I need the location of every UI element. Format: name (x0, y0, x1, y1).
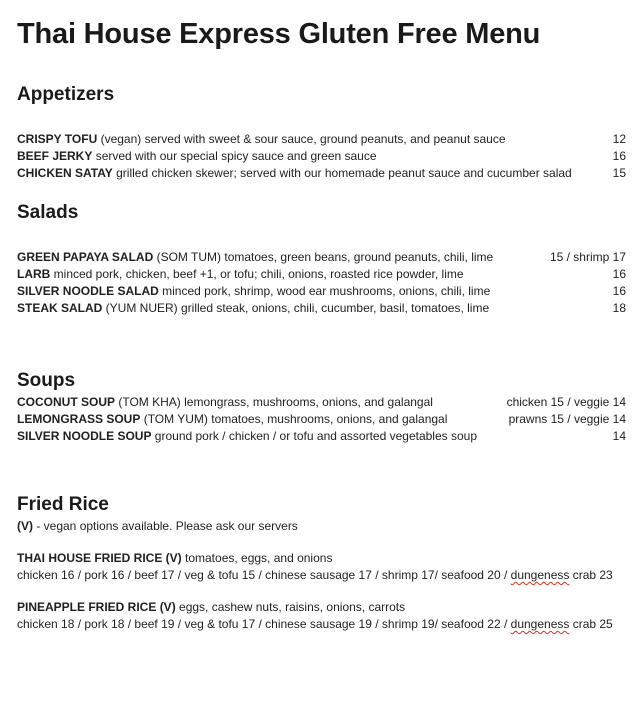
price-list-text: chicken 16 / pork 16 / beef 17 / veg & tofu 15 / chinese sausage 17 / shrimp 17/ seafood 20 / (17, 568, 511, 582)
item-price: prawns 15 / veggie 14 (508, 412, 626, 426)
item-description: (vegan) served with sweet & sour sauce, ground peanuts, and peanut sauce (97, 132, 506, 146)
section-heading-appetizers: Appetizers (17, 84, 115, 105)
item-price: 16 (612, 267, 626, 281)
item-name: LARB (17, 267, 51, 281)
item-name: CHICKEN SATAY (17, 166, 113, 180)
item-name: STEAK SALAD (17, 301, 103, 315)
item-price: 14 (612, 429, 626, 443)
item-price: 15 / shrimp 17 (549, 250, 626, 264)
menu-item-silver-noodle-soup (17, 428, 626, 445)
price-list-text-end: crab 25 (569, 617, 613, 631)
item-description: (TOM YUM) tomatoes, mushrooms, onions, and galangal (140, 412, 448, 426)
item-name: SILVER NOODLE SALAD (17, 284, 159, 298)
item-price: 16 (612, 284, 626, 298)
item-name: CRISPY TOFU (17, 132, 98, 146)
item-description: (SOM TUM) tomatoes, green beans, ground peanuts, chili, lime (153, 250, 494, 264)
item-name: PINEAPPLE FRIED RICE (V) (17, 600, 176, 614)
menu-item-larb (17, 266, 626, 283)
item-price: chicken 15 / veggie 14 (506, 395, 626, 409)
menu-item-beef-jerky (17, 148, 626, 165)
spellcheck-word: dungeness (510, 617, 570, 631)
page-title: Thai House Express Gluten Free Menu (17, 18, 541, 50)
item-description: served with our special spicy sauce and green sauce (92, 149, 377, 163)
item-description: ground pork / chicken / or tofu and assorted vegetables soup (151, 429, 478, 443)
vegan-note-text: - vegan options available. Please ask our servers (33, 519, 298, 533)
menu-item-steak-salad (17, 300, 626, 317)
item-description: tomatoes, eggs, and onions (181, 551, 333, 565)
vegan-note (17, 518, 298, 535)
item-name: GREEN PAPAYA SALAD (17, 250, 154, 264)
item-description: minced pork, shrimp, wood ear mushrooms, onions, chili, lime (158, 284, 491, 298)
item-name: SILVER NOODLE SOUP (17, 429, 152, 443)
item-name: THAI HOUSE FRIED RICE (V) (17, 551, 182, 565)
item-name: BEEF JERKY (17, 149, 93, 163)
menu-item-green-papaya-salad (17, 249, 626, 266)
item-price-list (17, 616, 613, 633)
item-price: 18 (612, 301, 626, 315)
item-description: (TOM KHA) lemongrass, mushrooms, onions, and galangal (115, 395, 433, 409)
item-price: 16 (612, 149, 626, 163)
menu-item-crispy-tofu (17, 131, 626, 148)
menu-item-pineapple-fried-rice (17, 599, 405, 616)
item-price: 12 (612, 132, 626, 146)
price-list-text-end: crab 23 (569, 568, 613, 582)
item-name: LEMONGRASS SOUP (17, 412, 141, 426)
item-description: minced pork, chicken, beef +1, or tofu; chili, onions, roasted rice powder, lime (50, 267, 464, 281)
item-description: grilled chicken skewer; served with our homemade peanut sauce and cucumber salad (112, 166, 572, 180)
section-heading-fried-rice: Fried Rice (17, 494, 109, 515)
menu-item-silver-noodle-salad (17, 283, 626, 300)
item-price: 15 (612, 166, 626, 180)
item-name: COCONUT SOUP (17, 395, 116, 409)
section-heading-salads: Salads (17, 202, 79, 223)
item-price-list (17, 567, 613, 584)
menu-item-coconut-soup (17, 394, 626, 411)
menu-item-lemongrass-soup (17, 411, 626, 428)
menu-item-thai-house-fried-rice (17, 550, 332, 567)
spellcheck-word: dungeness (510, 568, 570, 582)
vegan-note-marker: (V) (17, 519, 33, 533)
menu-item-chicken-satay (17, 165, 626, 182)
item-description: eggs, cashew nuts, raisins, onions, carrots (175, 600, 406, 614)
item-description: (YUM NUER) grilled steak, onions, chili, cucumber, basil, tomatoes, lime (102, 301, 490, 315)
price-list-text: chicken 18 / pork 18 / beef 19 / veg & tofu 17 / chinese sausage 19 / shrimp 19/ seafood 22 / (17, 617, 511, 631)
section-heading-soups: Soups (17, 370, 76, 391)
